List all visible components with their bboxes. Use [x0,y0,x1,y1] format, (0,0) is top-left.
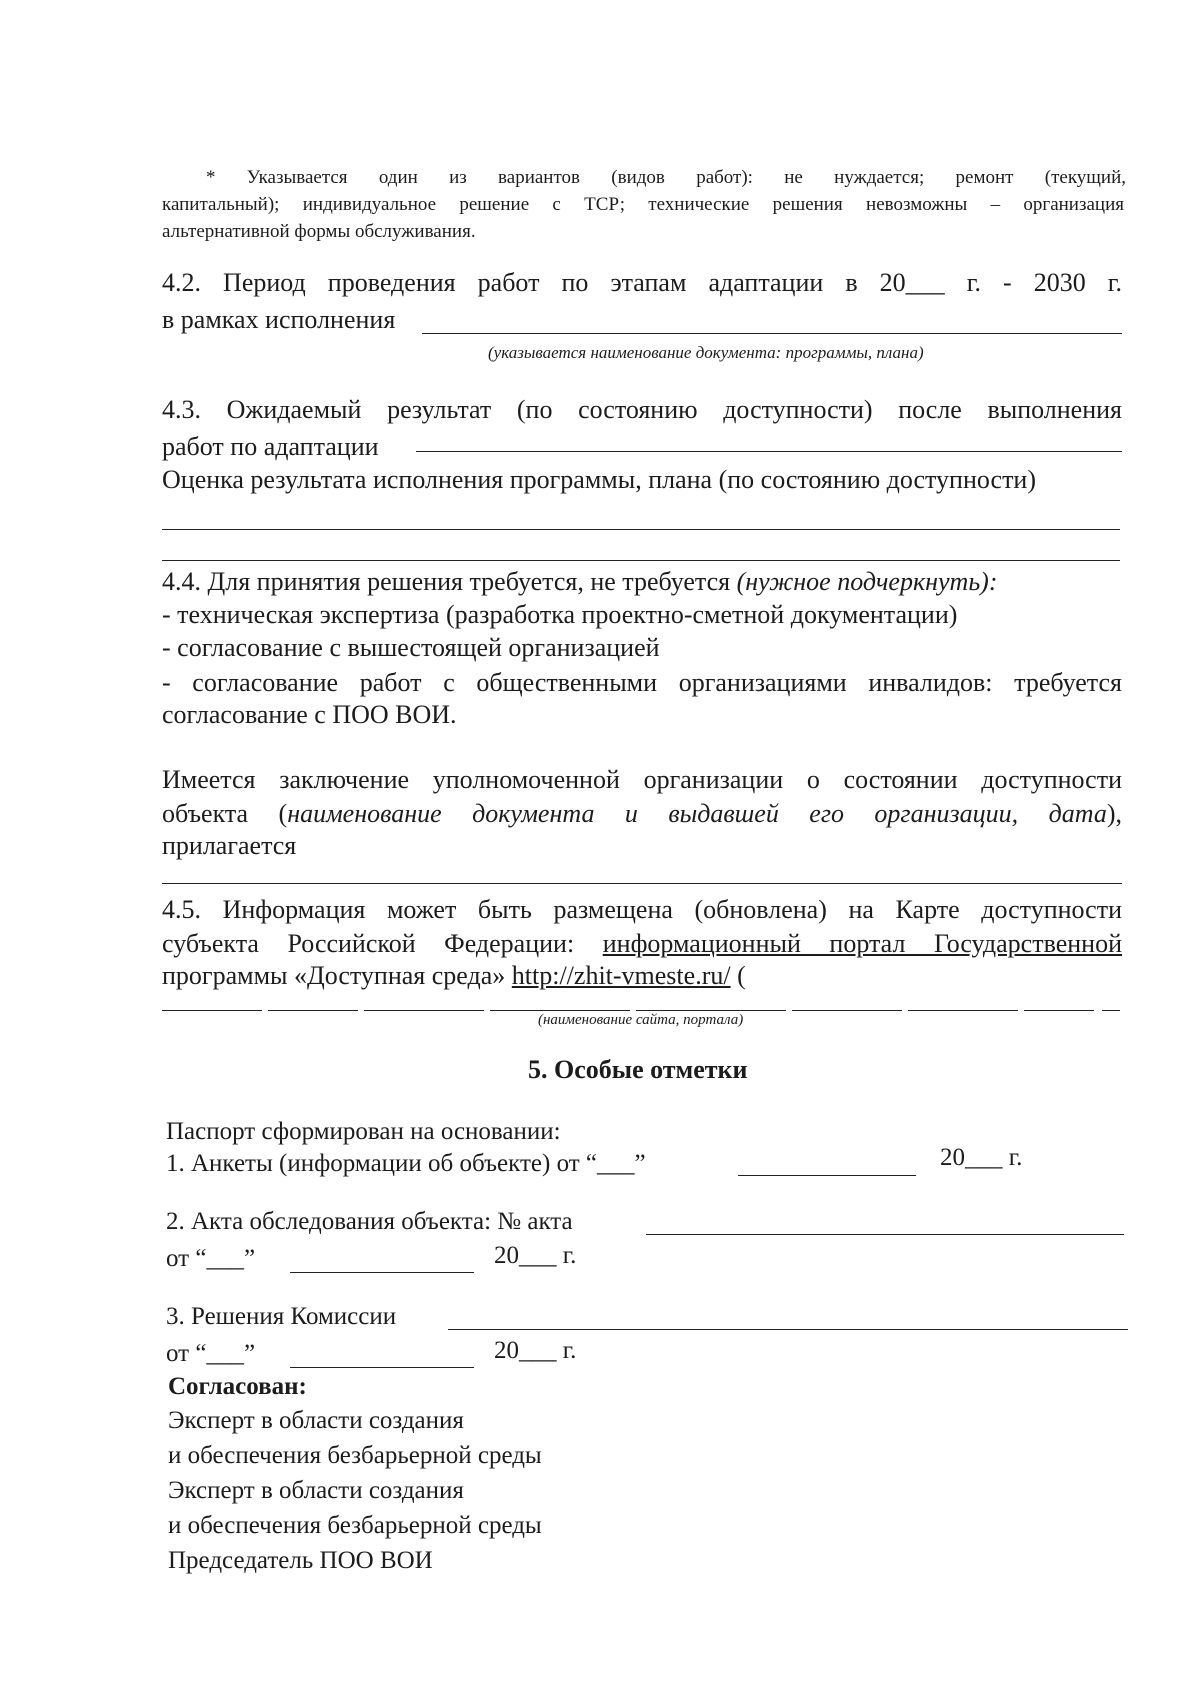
s43-line-3: Оценка результата исполнения программы, плана (по состоянию доступности) [162,465,1037,494]
s5-item-1: 1. Анкеты (информации об объекте) от “___” [166,1150,646,1177]
s5-item-2-date: от “___” [166,1245,256,1272]
s5-item-1-date-field[interactable] [738,1175,916,1176]
s44-line-4: - согласование работ с общественными организациями инвалидов: требуется [162,668,1122,697]
agreed-line-4: и обеспечения безбарьерной среды [168,1512,542,1539]
s5-item-2-date-field[interactable] [290,1272,474,1273]
s43-line-1: 4.3. Ожидаемый результат (по состоянию доступности) после выполнения [162,395,1122,424]
s5-intro: Паспорт сформирован на основании: [166,1118,561,1145]
conclusion-line-2-italic: наименование документа и выдавшей его организации, дата [287,799,1107,828]
agreed-heading: Согласован: [168,1373,307,1400]
conclusion-line-2 [162,797,1122,830]
s42-line-2: в рамках исполнения [162,305,396,334]
portal-link-text[interactable]: информационный портал Государственной [602,929,1122,958]
agreed-line-5: Председатель ПОО ВОИ [168,1547,433,1574]
s5-item-2: 2. Акта обследования объекта: № акта [166,1208,573,1235]
s44-line-3: - согласование с вышестоящей организацией [162,633,660,662]
s5-item-2-year: 20___ г. [494,1242,577,1269]
footnote-line-3: альтернативной формы обслуживания. [162,221,476,242]
s5-item-2-number-field[interactable] [646,1234,1124,1235]
s45-line-3-b: ( [730,961,746,990]
s44-line-2: - техническая экспертиза (разработка проектно-сметной документации) [162,600,958,629]
s44-line-1-italic: (нужное подчеркнуть): [736,567,998,596]
agreed-line-1: Эксперт в области создания [168,1407,464,1434]
s45-line-1: 4.5. Информация может быть размещена (обновлена) на Карте доступности [162,895,1122,924]
s45-line-2-a: субъекта Российской Федерации: [162,929,603,958]
s45-line-3 [162,961,746,991]
conclusion-line-2-b: ), [1106,799,1122,828]
conclusion-line-1: Имеется заключение уполномоченной организации о состоянии доступности [162,765,1122,794]
s5-item-3-decision-field[interactable] [448,1329,1128,1330]
s44-line-5: согласование с ПОО ВОИ. [162,700,457,729]
zhit-vmeste-link[interactable]: http://zhit-vmeste.ru/ [511,961,731,990]
s45-line-2 [162,927,1122,960]
s5-heading: 5. Особые отметки [528,1055,748,1084]
s43-evaluation-line-2[interactable] [162,560,1120,561]
s45-site-field-segment-6[interactable] [792,1010,902,1011]
agreed-line-2: и обеспечения безбарьерной среды [168,1442,542,1469]
s44-line-1-text: 4.4. Для принятия решения требуется, не требуется [162,567,737,596]
s5-item-3-year: 20___ г. [494,1337,577,1364]
conclusion-line-2-a: объекта ( [162,799,288,828]
conclusion-line-3: прилагается [162,831,297,860]
s45-site-field-segment-1[interactable] [162,1010,262,1011]
s5-item-3-date: от “___” [166,1340,256,1367]
s42-caption: (указывается наименование документа: программы, плана) [488,343,924,362]
s45-site-field-segment-3[interactable] [364,1010,484,1011]
conclusion-field[interactable] [162,883,1122,884]
s45-site-field-segment-7[interactable] [908,1010,1018,1011]
s42-document-field[interactable] [422,333,1122,334]
s45-site-field-segment-5[interactable] [636,1010,786,1011]
s45-site-field-segment-8[interactable] [1024,1010,1094,1011]
s5-item-3: 3. Решения Комиссии [166,1303,397,1330]
s45-caption: (наименование сайта, портала) [538,1012,744,1028]
s43-evaluation-line-1[interactable] [162,529,1120,530]
s44-line-1 [162,567,997,597]
footnote-line-2: капитальный); индивидуальное решение с ТСР; технические решения невозможны – организация [162,194,1124,215]
s42-line-1: 4.2. Период проведения работ по этапам адаптации в 20___ г. - 2030 г. [162,268,1122,297]
s45-site-field-segment-2[interactable] [268,1010,358,1011]
s45-site-field-segment-9[interactable] [1102,1010,1120,1011]
s43-result-field[interactable] [416,451,1122,452]
s45-site-field-segment-4[interactable] [490,1010,630,1011]
agreed-line-3: Эксперт в области создания [168,1477,464,1504]
s45-line-3-a: программы «Доступная среда» [162,961,512,990]
s5-item-1-year: 20___ г. [940,1144,1023,1171]
s5-item-3-date-field[interactable] [290,1367,474,1368]
s43-line-2: работ по адаптации [162,432,379,461]
footnote-line-1: * Указывается один из вариантов (видов работ): не нуждается; ремонт (текущий, [206,167,1126,188]
